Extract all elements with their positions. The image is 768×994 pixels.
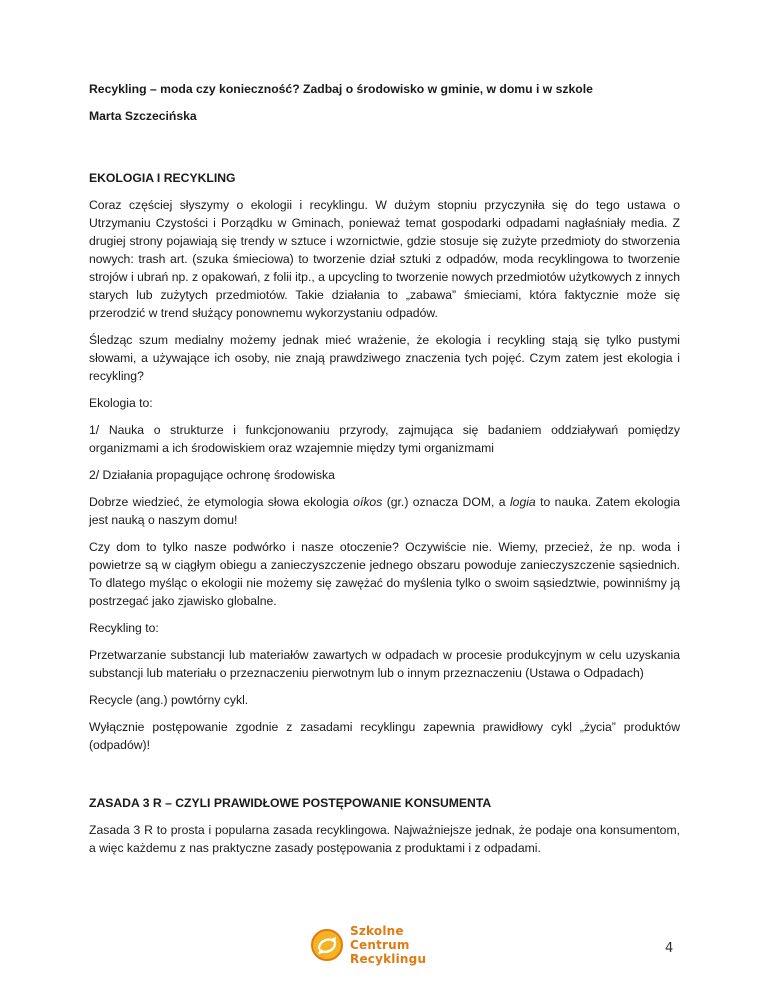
text: to nauka. Zatem ekologia jest nauką o naszym domu! [89,495,680,527]
logo-line-2: Recyklingu [350,952,427,966]
logo-line-1: Szkolne Centrum [350,924,410,952]
document-title: Recykling – moda czy konieczność? Zadbaj o środowisko w gminie, w domu i w szkole [89,82,593,96]
paragraph: Śledząc szum medialny możemy jednak mieć wrażenie, że ekologia i recykling stają się tylko pustymi słowami, a używające ich osoby, nie znają prawdziwego znaczenia tych pojęć. Czym zatem jest ekologia i recykling? [89,333,680,383]
page-number: 4 [665,941,674,956]
paragraph: Ekologia to: [89,396,153,410]
text: Dobrze wiedzieć, że etymologia słowa ekologia [89,495,354,509]
term-logia: logia [509,495,536,509]
document-author: Marta Szczecińska [89,109,197,123]
term-oikos: oíkos [353,495,383,509]
paragraph-etymology [89,493,680,529]
text: (gr.) oznacza DOM, a [382,495,510,509]
paragraph: Recycle (ang.) powtórny cykl. [89,693,249,707]
paragraph: 1/ Nauka o strukturze i funkcjonowaniu przyrody, zajmująca się badaniem oddziaływań pomiędzy organizmami a ich środowiskiem oraz wzajemnie między tymi organizmami [89,423,680,455]
paragraph: 2/ Działania propagujące ochronę środowiska [89,468,335,482]
paragraph: Coraz częściej słyszymy o ekologii i recyklingu. W dużym stopniu przyczyniła się do tego ustawa o Utrzymaniu Czystości i Porządku w Gminach, ponieważ temat gospodarki odpadami nagłaśniały media. Z drugiej strony pojawiają się trendy w sztuce i wzornictwie, gdzie stosuje się zużyte przedmioty do stworzenia nowych: trash art. (szuka śmieciowa) to tworzenie dział sztuki z odpadów, moda recyklingowa to tworzenie strojów i ubrań np. z opakowań, z folii itp., a upcycling to tworzenie nowych przedmiotów użytkowych z innych starych lub zużytych przedmiotów. Takie działania to „zabawa” śmieciami, która faktycznie może się przerodzić w trend służący ponownemu wykorzystaniu odpadów. [89,198,680,320]
paragraph: Czy dom to tylko nasze podwórko i nasze otoczenie? Oczywiście nie. Wiemy, przecież, że np. woda i powietrze są w ciągłym obiegu a zanieczyszczenie jednego obszaru powoduje zanieczyszczenie sąsiednich. To dlatego myśląc o ekologii nie możemy się zawężać do myślenia tylko o swoim sąsiedztwie, powinniśmy ją postrzegać jako zjawisko globalne. [89,540,680,608]
paragraph: Zasada 3 R to prosta i popularna zasada recyklingowa. Najważniejsze jednak, że podaje ona konsumentom, a więc każdemu z nas praktyczne zasady postępowania z produktami i z odpadami. [89,823,680,855]
section-heading-ekologia: EKOLOGIA I RECYKLING [89,171,236,185]
section-heading-zasada-3r: ZASADA 3 R – CZYLI PRAWIDŁOWE POSTĘPOWANIE KONSUMENTA [89,796,492,810]
logo-wordmark [350,924,460,966]
footer-logo [310,926,460,964]
paragraph: Wyłącznie postępowanie zgodnie z zasadami recyklingu zapewnia prawidłowy cykl „życia” produktów (odpadów)! [89,720,680,752]
recycling-globe-icon [310,928,344,962]
paragraph: Przetwarzanie substancji lub materiałów zawartych w odpadach w procesie produkcyjnym w celu uzyskania substancji lub materiału o przeznaczeniu pierwotnym lub o innym przeznaczeniu (Ustawa o Odpadach) [89,648,680,680]
paragraph: Recykling to: [89,621,159,635]
document-page [89,80,680,866]
